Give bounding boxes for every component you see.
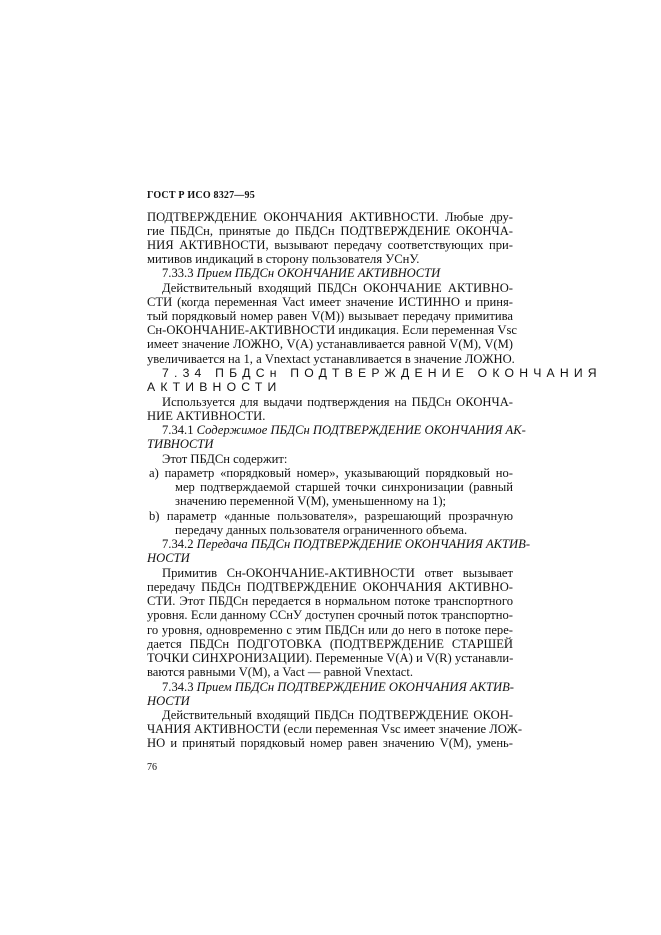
body-line: Примитив Сн-ОКОНЧАНИЕ-АКТИВНОСТИ ответ вызывает xyxy=(162,566,513,580)
body-line: ТОЧКИ СИНХРОНИЗАЦИИ). Переменные V(A) и V(R) устанавли- xyxy=(147,651,514,665)
running-header: ГОСТ Р ИСО 8327—95 xyxy=(147,190,255,201)
body-line: Действительный входящий ПБДСн ОКОНЧАНИЕ АКТИВНО- xyxy=(162,281,513,295)
body-line: увеличивается на 1, а Vnextact устанавливается в значение ЛОЖНО. xyxy=(147,352,515,366)
page-number: 76 xyxy=(147,762,157,773)
section-title: Передача ПБДСн ПОДТВЕРЖДЕНИЕ ОКОНЧАНИЯ АКТИВ- xyxy=(196,537,531,551)
list-item-a-cont: значению переменной V(M), уменьшенному на 1); xyxy=(175,494,447,508)
body-line: Действительный входящий ПБДСн ПОДТВЕРЖДЕНИЕ ОКОН- xyxy=(162,708,513,722)
section-number: 7.34.2 xyxy=(162,537,194,551)
list-item-a: а) параметр «порядковый номер», указывающий порядковый но- xyxy=(149,466,513,480)
list-item-b-cont: передачу данных пользователя ограниченного объема. xyxy=(175,523,468,537)
body-line: имеет значение ЛОЖНО, V(A) устанавливается равной V(M), V(M) xyxy=(147,337,513,351)
section-title: Прием ПБДСн ОКОНЧАНИЕ АКТИВНОСТИ xyxy=(196,266,441,280)
section-title: Прием ПБДСн ПОДТВЕРЖДЕНИЕ ОКОНЧАНИЯ АКТИВ- xyxy=(196,680,514,694)
body-line: Используется для выдачи подтверждения на ПБДСн ОКОНЧА- xyxy=(162,395,513,409)
section-number: 7.34.1 xyxy=(162,423,194,437)
section-heading-7-34-2 xyxy=(162,537,531,552)
section-title-cont: НОСТИ xyxy=(147,551,190,565)
section-heading-7-33-3 xyxy=(162,266,513,281)
list-item-b: b) параметр «данные пользователя», разрешающий прозрачную xyxy=(149,509,513,523)
body-line: ПОДТВЕРЖДЕНИЕ ОКОНЧАНИЯ АКТИВНОСТИ. Любые дру- xyxy=(147,210,513,224)
body-line: Сн-ОКОНЧАНИЕ-АКТИВНОСТИ индикация. Если переменная Vsc xyxy=(147,323,517,337)
body-line: уровня. Если данному ССнУ доступен срочный поток транспортно- xyxy=(147,608,513,622)
body-line: гие ПБДСн, принятые до ПБДСн ПОДТВЕРЖДЕНИЕ ОКОНЧА- xyxy=(147,224,513,238)
body-line: митивов индикаций в сторону пользователя УСнУ. xyxy=(147,252,420,266)
body-line: НИЯ АКТИВНОСТИ, вызывают передачу соответствующих при- xyxy=(147,238,513,252)
body-line: дается ПБДСн ПОДГОТОВКА (ПОДТВЕРЖДЕНИЕ СТАРШЕЙ xyxy=(147,637,513,651)
body-line: НИЕ АКТИВНОСТИ. xyxy=(147,409,266,423)
section-heading-7-34-1 xyxy=(162,423,526,438)
body-line: ЧАНИЯ АКТИВНОСТИ (если переменная Vsc имеет значение ЛОЖ- xyxy=(147,722,523,736)
body-line: СТИ (когда переменная Vact имеет значение ИСТИННО и приня- xyxy=(147,295,513,309)
section-title: Содержимое ПБДСн ПОДТВЕРЖДЕНИЕ ОКОНЧАНИЯ АК- xyxy=(196,423,526,437)
section-title-cont: НОСТИ xyxy=(147,694,190,708)
section-heading-7-34-cont: АКТИВНОСТИ xyxy=(147,380,282,394)
body-line: СТИ. Этот ПБДСн передается в нормальном потоке транспортного xyxy=(147,594,513,608)
body-line: тый порядковый номер равен V(M)) вызывает передачу примитива xyxy=(147,309,513,323)
section-heading-7-34: 7.34 ПБДСн ПОДТВЕРЖДЕНИЕ ОКОНЧАНИЯ xyxy=(162,366,602,380)
body-line: НО и принятый порядковый номер равен значению V(M), умень- xyxy=(147,736,513,750)
section-heading-7-34-3 xyxy=(162,680,513,695)
body-line: го уровня, одновременно с этим ПБДСн или до него в потоке пере- xyxy=(147,623,513,637)
section-number: 7.33.3 xyxy=(162,266,194,280)
section-number: 7.34.3 xyxy=(162,680,194,694)
body-line: Этот ПБДСн содержит: xyxy=(162,452,288,466)
section-title-cont: ТИВНОСТИ xyxy=(147,437,214,451)
body-line: передачу ПБДСн ПОДТВЕРЖДЕНИЕ ОКОНЧАНИЯ АКТИВНО- xyxy=(147,580,513,594)
body-line: ваются равными V(M), а Vact — равной Vnextact. xyxy=(147,665,414,679)
list-item-a-cont: мер подтверждаемой старшей точки синхронизации (равный xyxy=(175,480,513,494)
